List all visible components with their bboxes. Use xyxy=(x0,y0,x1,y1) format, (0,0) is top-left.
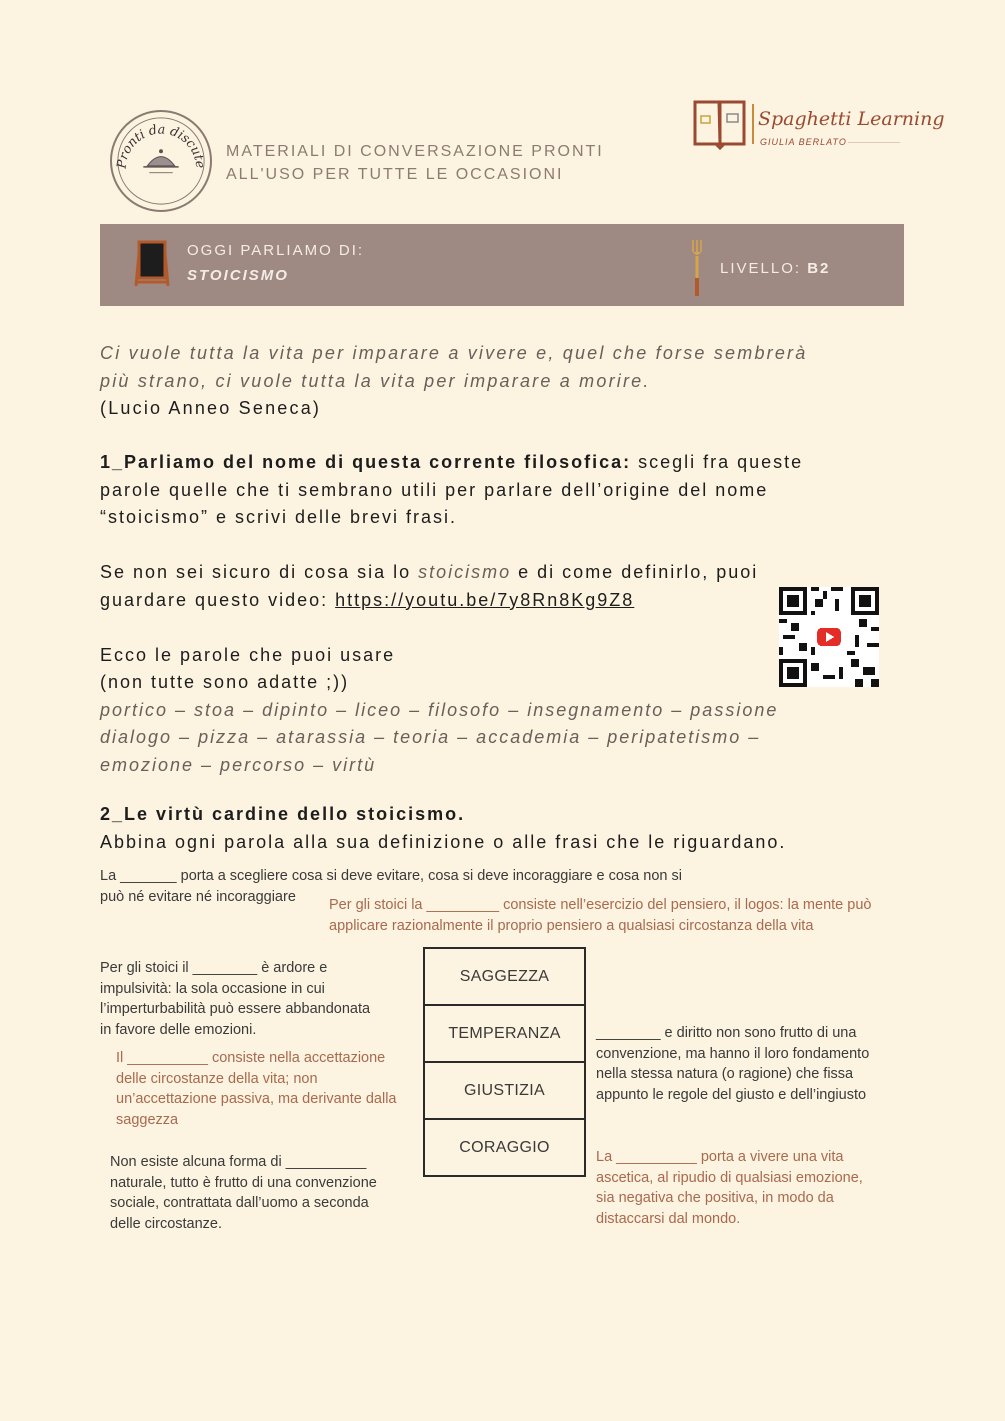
virtue-giustizia: GIUSTIZIA xyxy=(425,1063,584,1120)
spaghetti-learning-author: GIULIA BERLATO xyxy=(760,137,847,147)
words-line2: dialogo – pizza – atarassia – teoria – accademia – peripatetismo – xyxy=(100,727,761,747)
level-label-text: LIVELLO: xyxy=(720,260,802,277)
seneca-quote xyxy=(100,340,900,423)
banner-label: OGGI PARLIAMO DI: xyxy=(187,242,365,259)
virtue-coraggio: CORAGGIO xyxy=(459,1138,550,1156)
definition-4-line4: saggezza xyxy=(116,1111,179,1128)
definition-5-line1: Non esiste alcuna forma di __________ xyxy=(110,1154,367,1170)
definition-3-line4: in favore delle emozioni. xyxy=(100,1021,257,1038)
virtue-saggezza: SAGGEZZA xyxy=(425,949,584,1006)
definition-1-line2: può né evitare né incoraggiare xyxy=(100,888,296,905)
brand-tagline-line2: ALL'USO PER TUTTE LE OCCASIONI xyxy=(226,166,564,183)
words-line1: portico – stoa – dipinto – liceo – filosofo – insegnamento – passione xyxy=(100,699,779,720)
definition-7-line3: sia negativa che positiva, in modo da xyxy=(596,1190,834,1206)
definition-4-line1: Il __________ consiste nella accettazione xyxy=(116,1050,386,1066)
definition-3 xyxy=(100,958,410,1040)
definition-4-line2: delle circostanze della vita; non xyxy=(116,1070,318,1087)
topic-banner xyxy=(100,224,904,306)
book-icon xyxy=(692,98,748,155)
video-link[interactable]: https://youtu.be/7y8Rn8Kg9Z8 xyxy=(335,589,635,610)
words-line3: emozione – percorso – virtù xyxy=(100,754,377,775)
section1-title: 1_Parliamo del nome di questa corrente filosofica: xyxy=(100,452,632,472)
definition-2-line2: applicare razionalmente il proprio pensiero a qualsiasi circostanza della vita xyxy=(329,917,814,934)
level-value: B2 xyxy=(807,260,831,277)
definition-6-line3: nella stessa natura (o ragione) che fissa xyxy=(596,1066,854,1082)
definition-3-line3: l’imperturbabilità può essere abbandonata xyxy=(100,1001,371,1017)
definition-5-line3: sociale, contrattata dall’uomo a seconda xyxy=(110,1195,369,1211)
definition-6 xyxy=(596,1023,906,1105)
banner-topic: STOICISMO xyxy=(187,267,289,284)
video-text-c: guardare questo video: xyxy=(100,589,336,610)
quote-line1: Ci vuole tutta la vita per imparare a vivere e, quel che forse sembrerà xyxy=(100,343,808,363)
qr-code[interactable] xyxy=(779,587,879,687)
words-intro2: (non tutte sono adatte ;)) xyxy=(100,672,350,692)
section2-title: 2_Le virtù cardine dello stoicismo. xyxy=(100,804,466,824)
section2-header xyxy=(100,801,920,856)
brand-underline xyxy=(848,142,900,143)
fork-icon xyxy=(691,238,703,301)
brand-tagline-line1: MATERIALI DI CONVERSAZIONE PRONTI xyxy=(226,143,604,160)
virtues-box xyxy=(423,947,586,1177)
definition-4 xyxy=(116,1048,416,1130)
spaghetti-learning-name: Spaghetti Learning xyxy=(758,108,945,130)
definition-7-line2: ascetica, al ripudio di qualsiasi emozione, xyxy=(596,1169,863,1186)
section1-text1: scegli fra queste xyxy=(631,452,804,472)
definition-3-line1: Per gli stoici il ________ è ardore e xyxy=(100,960,328,976)
video-term: stoicismo xyxy=(418,562,512,582)
words-intro1: Ecco le parole che puoi usare xyxy=(100,644,396,665)
definition-3-line2: impulsività: la sola occasione in cui xyxy=(100,980,325,997)
definition-6-line1: ________ e diritto non sono frutto di una xyxy=(596,1025,857,1041)
definition-7-line1: La __________ porta a vivere una vita xyxy=(596,1149,844,1165)
definition-5-line4: delle circostanze. xyxy=(110,1215,223,1232)
video-text-a: Se non sei sicuro di cosa sia lo xyxy=(100,562,419,582)
brand-tagline xyxy=(226,140,646,186)
definition-1-line1: La _______ porta a scegliere cosa si deve evitare, cosa si deve incoraggiare e cosa non si xyxy=(100,868,682,884)
chalkboard-icon xyxy=(134,238,170,293)
brand-divider xyxy=(752,104,754,144)
section1-text2: parole quelle che ti sembrano utili per parlare dell’origine del nome xyxy=(100,479,769,500)
definition-4-line3: un’accettazione passiva, ma derivante dalla xyxy=(116,1091,397,1107)
logo-lettering: Pronti da discute xyxy=(114,122,208,170)
definition-7-line4: distaccarsi dal mondo. xyxy=(596,1210,741,1227)
quote-author: (Lucio Anneo Seneca) xyxy=(100,398,322,418)
definition-7 xyxy=(596,1147,906,1229)
definition-2 xyxy=(329,895,929,936)
video-text-b: e di come definirlo, puoi xyxy=(511,562,759,582)
definition-6-line4: appunto le regole del giusto e dell’ingiusto xyxy=(596,1086,867,1103)
pronti-da-discutere-logo xyxy=(110,110,212,212)
virtue-temperanza: TEMPERANZA xyxy=(425,1006,584,1063)
level-label xyxy=(720,260,830,277)
definition-5-line2: naturale, tutto è frutto di una convenzione xyxy=(110,1174,377,1191)
section1-text3: “stoicismo” e scrivi delle brevi frasi. xyxy=(100,507,458,527)
section2-instruction: Abbina ogni parola alla sua definizione o alle frasi che le riguardano. xyxy=(100,831,787,852)
quote-line2: più strano, ci vuole tutta la vita per imparare a morire. xyxy=(100,370,651,391)
definition-2-line1: Per gli stoici la _________ consiste nell’esercizio del pensiero, il logos: la mente può xyxy=(329,897,872,913)
definition-5 xyxy=(110,1152,410,1234)
definition-6-line2: convenzione, ma hanno il loro fondamento xyxy=(596,1045,870,1062)
